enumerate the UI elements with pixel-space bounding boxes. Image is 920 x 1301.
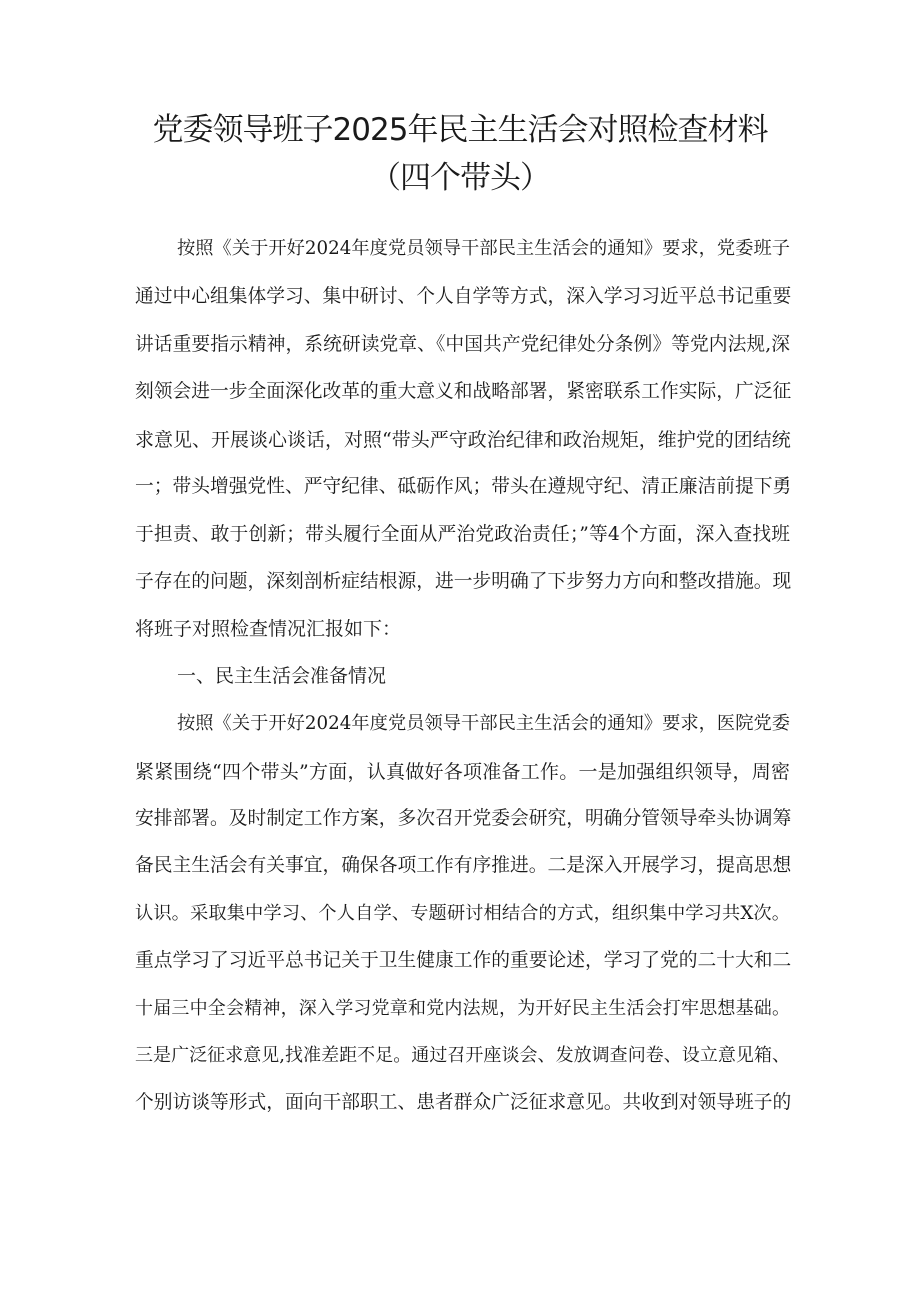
section-heading: 一、民主生活会准备情况: [177, 665, 387, 687]
document-subtitle: （四个带头）: [370, 160, 550, 196]
body-line: 子存在的问题，深刻剖析症结根源，进一步明确了下步努力方向和整改措施。现: [135, 571, 792, 592]
body-line: 三是广泛征求意见,找准差距不足。通过召开座谈会、发放调查问卷、设立意见箱、: [135, 1045, 790, 1066]
body-line: 一；带头增强党性、严守纪律、砥砺作风；带头在遵规守纪、清正廉洁前提下勇: [135, 476, 792, 497]
body-line: 安排部署。及时制定工作方案，多次召开党委会研究，明确分管领导牵头协调筹: [135, 808, 792, 829]
document-title: 党委领导班子2025年民主生活会对照检查材料: [152, 112, 768, 148]
body-line: 十届三中全会精神，深入学习党章和党内法规，为开好民主生活会打牢思想基础。: [135, 998, 790, 1019]
body-line: 个别访谈等形式，面向干部职工、患者群众广泛征求意见。共收到对领导班子的: [135, 1092, 792, 1113]
body-line: 重点学习了习近平总书记关于卫生健康工作的重要论述，学习了党的二十大和二: [135, 950, 792, 971]
body-line: 于担责、敢于创新；带头履行全面从严治党政治责任；”等4个方面，深入查找班: [135, 524, 790, 545]
body-line: 通过中心组集体学习、集中研讨、个人自学等方式，深入学习习近平总书记重要: [135, 286, 792, 307]
body-line: 按照《关于开好2024年度党员领导干部民主生活会的通知》要求，医院党委: [177, 713, 790, 734]
body-line: 紧紧围绕“四个带头”方面，认真做好各项准备工作。一是加强组织领导，周密: [135, 761, 790, 783]
body-line: 按照《关于开好2024年度党员领导干部民主生活会的通知》要求，党委班子: [177, 238, 790, 259]
body-line: 将班子对照检查情况汇报如下：: [135, 618, 402, 640]
body-line: 刻领会进一步全面深化改革的重大意义和战略部署，紧密联系工作实际，广泛征: [135, 381, 792, 402]
body-line: 认识。采取集中学习、个人自学、专题研讨相结合的方式，组织集中学习共X次。: [135, 903, 790, 924]
body-line: 讲话重要指示精神，系统研读党章、《中国共产党纪律处分条例》等党内法规,深: [135, 334, 790, 355]
body-line: 备民主生活会有关事宜，确保各项工作有序推进。二是深入开展学习，提高思想: [135, 855, 792, 876]
body-line: 求意见、开展谈心谈话，对照“带头严守政治纪律和政治规矩，维护党的团结统: [135, 429, 791, 451]
